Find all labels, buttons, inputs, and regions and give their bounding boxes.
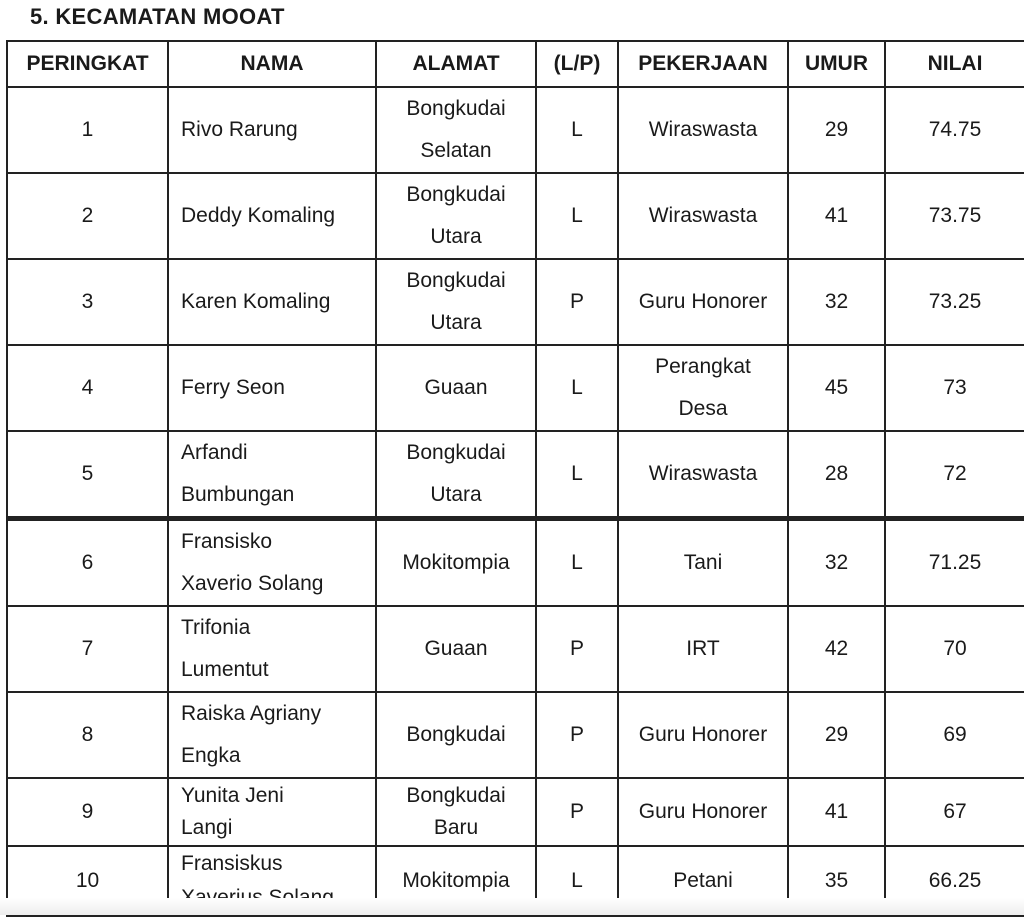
cell-alamat-line: Bongkudai (406, 723, 506, 746)
cell-umur: 29 (788, 87, 885, 173)
cell-alamat-line: Guaan (424, 637, 488, 660)
cell-nilai: 73 (885, 345, 1024, 431)
document-title: 5. KECAMATAN MOOAT (30, 4, 285, 29)
cell-alamat-line: Bongkudai (406, 97, 506, 120)
cell-peringkat: 2 (7, 173, 168, 259)
cell-pekerjaan-line: Wiraswasta (648, 118, 758, 141)
table-row (7, 87, 1024, 173)
cell-umur: 41 (788, 173, 885, 259)
cell-umur: 32 (788, 259, 885, 345)
cell-alamat (376, 259, 536, 345)
table-body (7, 87, 1024, 916)
cell-alamat-line: Utara (430, 311, 482, 334)
cell-nama-line: Raiska Agriany (181, 702, 322, 725)
cell-pekerjaan-line: Guru Honorer (638, 800, 768, 823)
cell-lp: P (536, 259, 618, 345)
cell-pekerjaan (618, 519, 788, 607)
cell-pekerjaan (618, 259, 788, 345)
cell-nilai: 67 (885, 778, 1024, 846)
cell-lp: L (536, 519, 618, 607)
header-nama: NAMA (168, 41, 376, 87)
cell-alamat (376, 606, 536, 692)
cell-nilai: 71.25 (885, 519, 1024, 607)
header-peringkat: PERINGKAT (7, 41, 168, 87)
cell-alamat (376, 778, 536, 846)
table-header-row (7, 41, 1024, 87)
cell-alamat-line: Utara (430, 483, 482, 506)
cell-nama (168, 778, 376, 846)
cell-lp: L (536, 345, 618, 431)
cell-nilai: 73.25 (885, 259, 1024, 345)
cell-nama (168, 173, 376, 259)
cell-nama-line: Fransisko (181, 530, 273, 553)
header-umur: UMUR (788, 41, 885, 87)
cell-nama (168, 431, 376, 519)
cell-nama-line: Engka (181, 744, 241, 767)
cell-nama (168, 606, 376, 692)
cell-nilai: 66.25 (885, 846, 1024, 916)
cell-peringkat: 6 (7, 519, 168, 607)
cell-nama-line: Bumbungan (181, 483, 295, 506)
cell-peringkat: 10 (7, 846, 168, 916)
cell-alamat-line: Guaan (424, 376, 488, 399)
cell-peringkat: 1 (7, 87, 168, 173)
cell-nama-line: Lumentut (181, 658, 269, 681)
cell-nilai: 69 (885, 692, 1024, 778)
cell-nama (168, 692, 376, 778)
cell-umur: 42 (788, 606, 885, 692)
cell-pekerjaan-line: Petani (673, 869, 733, 892)
cell-nama (168, 345, 376, 431)
cell-alamat (376, 431, 536, 519)
cell-nama-line: Fransiskus (181, 852, 283, 875)
cell-nilai: 73.75 (885, 173, 1024, 259)
cell-umur: 32 (788, 519, 885, 607)
cell-pekerjaan (618, 87, 788, 173)
cell-pekerjaan (618, 345, 788, 431)
cell-nilai: 72 (885, 431, 1024, 519)
cell-umur: 45 (788, 345, 885, 431)
header-lp: (L/P) (536, 41, 618, 87)
cell-pekerjaan-line: Guru Honorer (638, 290, 768, 313)
cell-nilai: 74.75 (885, 87, 1024, 173)
table-row (7, 519, 1024, 607)
cell-lp: P (536, 778, 618, 846)
cell-lp: L (536, 431, 618, 519)
cell-alamat (376, 345, 536, 431)
cell-nama-line: Deddy Komaling (181, 204, 336, 227)
cell-peringkat: 4 (7, 345, 168, 431)
cell-alamat-line: Bongkudai (406, 269, 506, 292)
cell-alamat-line: Mokitompia (402, 869, 510, 892)
cell-nama (168, 87, 376, 173)
cell-umur: 35 (788, 846, 885, 916)
cell-pekerjaan-line: IRT (686, 637, 720, 660)
cell-peringkat: 7 (7, 606, 168, 692)
cell-lp: L (536, 173, 618, 259)
cell-nama-line: Arfandi (181, 441, 248, 464)
cell-nama-line: Xaverio Solang (181, 572, 324, 595)
cell-pekerjaan (618, 606, 788, 692)
cell-pekerjaan (618, 692, 788, 778)
cell-pekerjaan-line: Tani (683, 551, 723, 574)
cell-peringkat: 9 (7, 778, 168, 846)
cell-pekerjaan-line: Perangkat (655, 355, 751, 378)
cell-nama-line: Langi (181, 816, 233, 839)
page-bottom-shadow (0, 898, 1024, 915)
cell-alamat (376, 692, 536, 778)
cell-pekerjaan-line: Wiraswasta (648, 204, 758, 227)
cell-lp: P (536, 606, 618, 692)
cell-pekerjaan (618, 173, 788, 259)
cell-nama (168, 259, 376, 345)
cell-nama-line: Trifonia (181, 616, 251, 639)
cell-alamat (376, 87, 536, 173)
cell-umur: 29 (788, 692, 885, 778)
cell-alamat (376, 519, 536, 607)
cell-nilai: 70 (885, 606, 1024, 692)
table-row (7, 692, 1024, 778)
table-row (7, 173, 1024, 259)
cell-peringkat: 3 (7, 259, 168, 345)
header-nilai: NILAI (885, 41, 1024, 87)
cell-alamat-line: Selatan (420, 139, 492, 162)
table-row (7, 778, 1024, 846)
cell-nama (168, 519, 376, 607)
cell-nama-line: Rivo Rarung (181, 118, 298, 141)
cell-alamat (376, 173, 536, 259)
cell-pekerjaan-line: Wiraswasta (648, 462, 758, 485)
cell-alamat-line: Baru (433, 816, 479, 839)
cell-nama-line: Karen Komaling (181, 290, 331, 313)
cell-lp: P (536, 692, 618, 778)
cell-nama-line: Ferry Seon (181, 376, 285, 399)
ranking-table-wrapper (0, 40, 1024, 917)
cell-alamat-line: Mokitompia (402, 551, 510, 574)
cell-pekerjaan-line: Desa (678, 397, 728, 420)
cell-lp: L (536, 87, 618, 173)
table-row (7, 345, 1024, 431)
ranking-table (6, 40, 1024, 917)
table-row (7, 606, 1024, 692)
header-alamat: ALAMAT (376, 41, 536, 87)
cell-lp: L (536, 846, 618, 916)
cell-pekerjaan-line: Guru Honorer (638, 723, 768, 746)
cell-pekerjaan (618, 431, 788, 519)
cell-nama-line: Yunita Jeni (181, 784, 284, 807)
cell-peringkat: 8 (7, 692, 168, 778)
cell-umur: 28 (788, 431, 885, 519)
cell-alamat-line: Bongkudai (406, 441, 506, 464)
header-pekerjaan: PEKERJAAN (618, 41, 788, 87)
cell-pekerjaan (618, 778, 788, 846)
cell-alamat-line: Bongkudai (406, 183, 506, 206)
cell-alamat-line: Bongkudai (406, 784, 506, 807)
table-row (7, 431, 1024, 519)
cell-peringkat: 5 (7, 431, 168, 519)
cell-umur: 41 (788, 778, 885, 846)
cell-alamat-line: Utara (430, 225, 482, 248)
table-row (7, 259, 1024, 345)
